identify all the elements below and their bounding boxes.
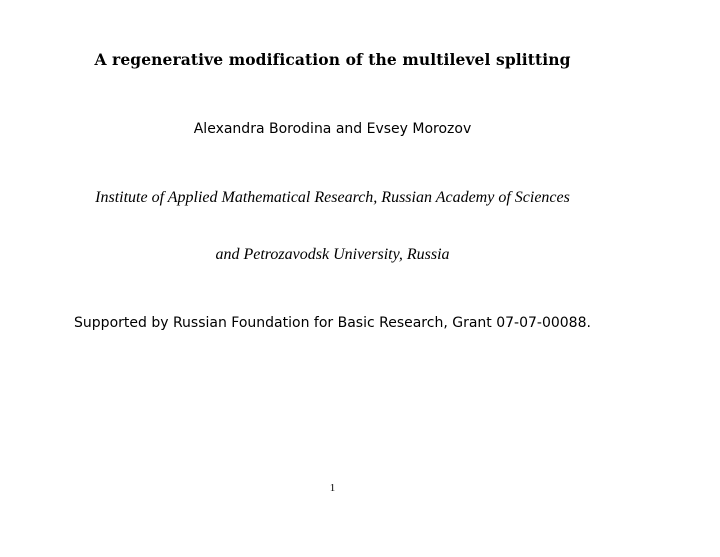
affiliation-line-2: and Petrozavodsk University, Russia: [215, 246, 450, 263]
page-number: 1: [329, 482, 336, 494]
funding-acknowledgement: Supported by Russian Foundation for Basic Research, Grant 07-07-00088.: [74, 315, 591, 331]
slide-title: A regenerative modification of the multilevel splitting: [94, 50, 571, 69]
affiliation-line-1: Institute of Applied Mathematical Research, Russian Academy of Sciences: [95, 189, 570, 206]
authors: Alexandra Borodina and Evsey Morozov: [193, 121, 472, 137]
